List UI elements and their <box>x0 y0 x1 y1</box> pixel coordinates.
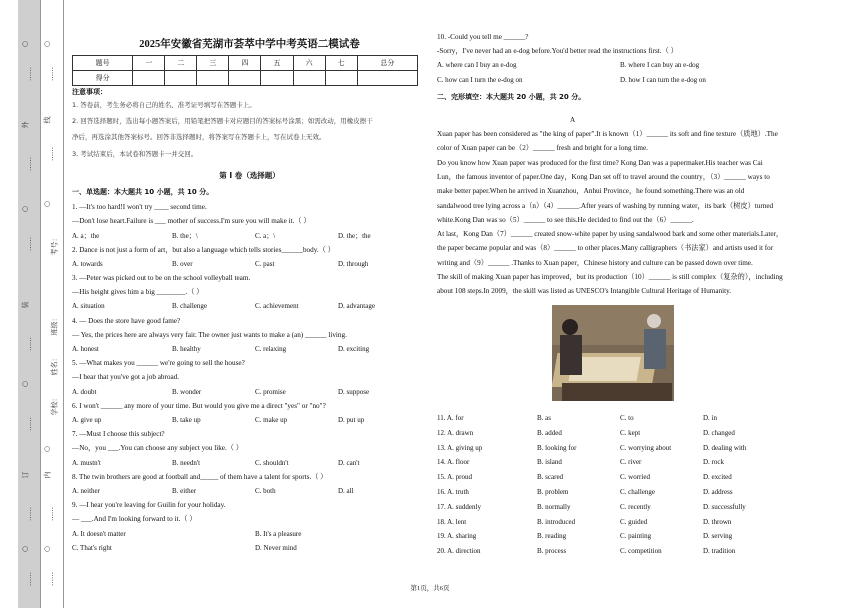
question-line: — Yes, the prices here are always very fair. The owner just wants to make a (an) ______ living. <box>72 330 347 339</box>
question-line: 6. I won't ______ any more of your time. But would you give me a direct "yes" or "no"? <box>72 401 326 410</box>
strip-outer-mark: ○ <box>21 40 30 48</box>
note-item: 3. 考试结束后，本试卷和答题卡一并交回。 <box>72 150 198 158</box>
notes-heading: 注意事项： <box>72 88 107 96</box>
cloze-option: 12. A. drawn <box>437 428 474 437</box>
answer-option: A. doubt <box>72 387 97 396</box>
score-header-cell: 七 <box>325 56 357 71</box>
cloze-option: B. reading <box>537 532 567 541</box>
note-item: 1. 答卷前，考生务必将自己的姓名、准考证号填写在答题卡上。 <box>72 101 256 109</box>
cloze-option: 16. A. truth <box>437 488 469 496</box>
cloze-option: B. as <box>537 414 551 422</box>
answer-option: A. It doesn't matter <box>72 529 126 538</box>
strip-outer-mark: …… <box>25 157 33 171</box>
page-footer: 第1页，共6页 <box>410 585 450 592</box>
cloze-option: D. address <box>703 488 733 496</box>
answer-option: C. promise <box>255 387 286 396</box>
cloze-option: D. serving <box>703 532 733 541</box>
answer-option: A. situation <box>72 302 105 311</box>
strip-inner-mark: 姓名： <box>50 354 59 376</box>
answer-option: B. needn't <box>172 458 201 467</box>
answer-option: C. achievement <box>255 302 299 311</box>
passage-line: about 108 steps.In 2009，the skill was listed as UNESCO's Intangible Cultural Heritage of Humanity. <box>437 287 732 296</box>
answer-option: A. where can I buy an e-dog <box>437 61 517 70</box>
answer-option: D. exciting <box>338 345 370 353</box>
strip-inner-mark: …… <box>47 507 55 521</box>
question-line: 10. -Could you tell me ______? <box>437 33 529 41</box>
cloze-option: C. river <box>620 458 642 467</box>
passage-line: color of Xuan paper can be（2）______ fresh and bright for a long time. <box>437 144 648 153</box>
score-empty-cell <box>357 71 417 86</box>
answer-option: C. how can I turn the e-dog on <box>437 75 523 84</box>
question-line: 5. —What makes you ______ we're going to sell the house? <box>72 359 245 368</box>
strip-outer-mark: ○ <box>21 205 30 213</box>
answer-option: B. where I can buy an e-dog <box>620 61 700 70</box>
answer-option: D. can't <box>338 458 360 467</box>
strip-outer-mark: …… <box>25 237 33 251</box>
cloze-option: B. problem <box>537 488 569 496</box>
cloze-option: B. scared <box>537 473 564 482</box>
strip-inner-mark: 线 <box>43 116 52 124</box>
cloze-option: 17. A. suddenly <box>437 502 481 511</box>
answer-option: C. shouldn't <box>255 458 289 467</box>
score-header-cell: 一 <box>133 56 165 71</box>
strip-outer-mark: 外 <box>21 121 30 129</box>
strip-outer-mark: …… <box>25 417 33 431</box>
note-item: 净后，再选涂其他答案标号。回答非选择题时，将答案写在答题卡上，写在试卷上无效。 <box>72 133 326 141</box>
strip-inner-mark: 班级： <box>50 314 59 336</box>
answer-option: C. both <box>255 487 276 495</box>
score-header-cell: 总分 <box>357 56 417 71</box>
question-line: 9. —I hear you're leaving for Guilin for your holiday. <box>72 501 226 510</box>
score-header-cell: 二 <box>165 56 197 71</box>
answer-option: B. either <box>172 487 197 495</box>
strip-inner-mark: ○ <box>43 445 52 453</box>
answer-option: A. neither <box>72 487 100 495</box>
strip-inner-mark: ○ <box>43 545 52 553</box>
answer-option: C. relaxing <box>255 345 287 353</box>
cloze-option: B. introduced <box>537 517 576 526</box>
score-label-cell: 得分 <box>73 71 133 86</box>
answer-option: D. through <box>338 259 369 268</box>
passage-line: The skill of making Xuan paper has improved，but its production（10）______ is still complex（复杂的），including <box>437 273 783 281</box>
cloze-option: 11. A. for <box>437 414 464 422</box>
passage-line: writing and（9）______ .Thanks to Xuan paper，Chinese history and culture can be passed down over time. <box>437 258 753 267</box>
strip-outer-mark: …… <box>25 572 33 586</box>
answer-option: A. give up <box>72 416 102 424</box>
strip-outer-mark: 订 <box>21 471 30 479</box>
cloze-option: C. to <box>620 414 634 422</box>
strip-inner-mark: …… <box>47 572 55 586</box>
cloze-option: 19. A. sharing <box>437 532 477 541</box>
question-line: 8. The twin brothers are good at football and_____ of them have a talent for sports.（ ） <box>72 472 328 481</box>
answer-option: C. make up <box>255 416 288 424</box>
cloze-option: B. island <box>537 458 562 467</box>
strip-inner-mark: 考号： <box>50 234 59 256</box>
answer-option: D. suppose <box>338 387 370 396</box>
question-line: — ___.And I'm looking forward to it.（ ） <box>72 515 197 524</box>
note-item: 2. 回答选择题时，选出每小题答案后，用铅笔把答题卡对应题目的答案标号涂黑；如需改动，用橡皮擦干 <box>72 117 373 125</box>
answer-option: B. It's a pleasure <box>255 529 302 538</box>
cloze-option: B. added <box>537 428 562 437</box>
strip-outer-mark: ○ <box>21 380 30 388</box>
question-line: 3. —Peter was picked out to be on the school volleyball team. <box>72 274 251 282</box>
part2-section-heading: 二、完形填空：本大题共 20 小题，共 20 分。 <box>437 92 586 101</box>
passage-line: Do you know how Xuan paper was produced for the first time? Kong Dan was a papermaker.His teacher was Cai <box>437 158 763 167</box>
xuan-paper-photo <box>552 305 674 401</box>
passage-line: make better paper.When he arrived in Xuanzhou，Anhui Province，he found something.There was an old <box>437 187 745 196</box>
strip-inner-mark: ○ <box>43 40 52 48</box>
answer-option: B. challenge <box>172 302 207 311</box>
cloze-option: C. worried <box>620 473 650 482</box>
photo-illustration <box>552 305 674 401</box>
strip-inner-mark: ○ <box>43 200 52 208</box>
cloze-option: C. painting <box>620 532 652 541</box>
passage-line: sandalwood tree lying across a（n）（4）______.After years of washing by running water，its bark（树皮）turned <box>437 201 774 210</box>
passage-line: At last，Kong Dan（7）______ created snow-white paper by using sandalwood bark and some other materials.Later， <box>437 230 784 239</box>
answer-option: A. towards <box>72 259 103 268</box>
answer-option: B. take up <box>172 416 201 424</box>
score-empty-cell <box>133 71 165 86</box>
answer-option: D. Never mind <box>255 543 297 552</box>
answer-option: A. honest <box>72 345 99 353</box>
strip-outer-mark: 装 <box>21 301 30 309</box>
cloze-option: 20. A. direction <box>437 547 481 556</box>
cloze-option: C. worrying about <box>620 443 672 452</box>
page-title: 2025年安徽省芜湖市荟萃中学中考英语二模试卷 <box>139 39 360 50</box>
cloze-option: D. excited <box>703 473 732 482</box>
strip-outer-mark: …… <box>25 507 33 521</box>
cloze-option: D. successfully <box>703 502 746 511</box>
passage-line: white.Kong Dan was so（5）______ to see this.He decided to find out the（6）______. <box>437 215 694 224</box>
question-line: 1. —It's too hard!I won't try ____ second time. <box>72 203 207 211</box>
question-line: —His height gives him a big ________.（ ） <box>72 288 204 297</box>
strip-outer-mark: ○ <box>21 545 30 553</box>
cloze-option: D. rock <box>703 458 724 467</box>
score-table <box>72 55 418 86</box>
question-line: 2. Dance is not just a form of art，but also a language which tells stories______body.（ ） <box>72 245 335 254</box>
part1-section-heading: 一、单选题：本大题共 10 小题，共 10 分。 <box>72 188 214 196</box>
answer-option: D. put up <box>338 416 365 424</box>
cloze-option: 15. A. proud <box>437 473 472 482</box>
question-line: -Sorry，I've never had an e-dog before.You'd better read the instructions first.（ ） <box>437 47 678 56</box>
cloze-option: C. guided <box>620 517 648 526</box>
score-empty-cell <box>261 71 293 86</box>
cloze-option: D. thrown <box>703 517 732 526</box>
passage-label: A <box>570 116 576 124</box>
passage-line: Lun，the famous inventor of paper.One day，Kong Dan set off to travel around the country，（3）______ ways to <box>437 172 770 181</box>
cloze-option: B. normally <box>537 502 571 511</box>
answer-option: D. advantage <box>338 302 375 311</box>
score-header-cell: 六 <box>293 56 325 71</box>
cloze-option: D. tradition <box>703 547 736 556</box>
cloze-option: 14. A. floor <box>437 458 470 467</box>
cloze-option: C. challenge <box>620 488 655 496</box>
score-empty-cell <box>325 71 357 86</box>
answer-option: C. past <box>255 259 275 268</box>
strip-inner-mark: 学校： <box>50 394 59 416</box>
strip-outer-mark: …… <box>25 337 33 351</box>
part1-heading: 第 I 卷（选择题） <box>219 171 280 180</box>
question-line: 4. — Does the store have good fame? <box>72 316 181 325</box>
cloze-option: D. changed <box>703 428 735 437</box>
question-line: 7. —Must I choose this subject? <box>72 430 165 439</box>
question-line: —Don't lose heart.Failure is ___ mother of success.I'm sure you will make it.（ ） <box>72 217 311 226</box>
cloze-option: D. in <box>703 414 717 422</box>
answer-option: A. a；the <box>72 232 100 241</box>
answer-option: B. the；\ <box>172 232 198 241</box>
cloze-option: B. process <box>537 547 567 556</box>
answer-option: C. a；\ <box>255 232 276 241</box>
cloze-option: C. recently <box>620 502 651 511</box>
answer-option: C. That's right <box>72 543 112 552</box>
cloze-option: 18. A. lent <box>437 517 467 526</box>
score-empty-cell <box>229 71 261 86</box>
score-header-cell: 五 <box>261 56 293 71</box>
question-line: —No，you ___.You can choose any subject you like.（ ） <box>72 444 243 453</box>
passage-line: Xuan paper has been considered as "the king of paper".It is known（1）______ its soft and fine texture（质地）.The <box>437 130 778 138</box>
answer-option: D. how I can turn the e-dog on <box>620 75 706 84</box>
answer-option: A. mustn't <box>72 458 101 467</box>
score-header-cell: 三 <box>197 56 229 71</box>
score-empty-cell <box>165 71 197 86</box>
cloze-option: 13. A. giving up <box>437 443 483 452</box>
score-header-cell: 四 <box>229 56 261 71</box>
passage-line: the paper became popular and was（8）______ to other places.Many calligraphers（书法家）and artists used it for <box>437 244 774 253</box>
answer-option: D. all <box>338 487 354 495</box>
strip-outer-mark: …… <box>25 67 33 81</box>
cloze-option: D. dealing with <box>703 443 747 452</box>
strip-inner-mark: 内 <box>43 471 52 479</box>
answer-option: B. healthy <box>172 345 201 353</box>
answer-option: D. the；the <box>338 232 371 241</box>
strip-inner-mark: …… <box>47 147 55 161</box>
question-line: —I hear that you've got a job abroad. <box>72 373 180 382</box>
score-empty-cell <box>197 71 229 86</box>
score-header-cell: 题号 <box>73 56 133 71</box>
cloze-option: C. competition <box>620 547 662 556</box>
answer-option: B. wonder <box>172 387 202 396</box>
cloze-option: B. looking for <box>537 443 577 452</box>
answer-option: B. over <box>172 259 193 268</box>
cloze-option: C. kept <box>620 428 641 437</box>
strip-inner-mark: …… <box>47 67 55 81</box>
score-empty-cell <box>293 71 325 86</box>
